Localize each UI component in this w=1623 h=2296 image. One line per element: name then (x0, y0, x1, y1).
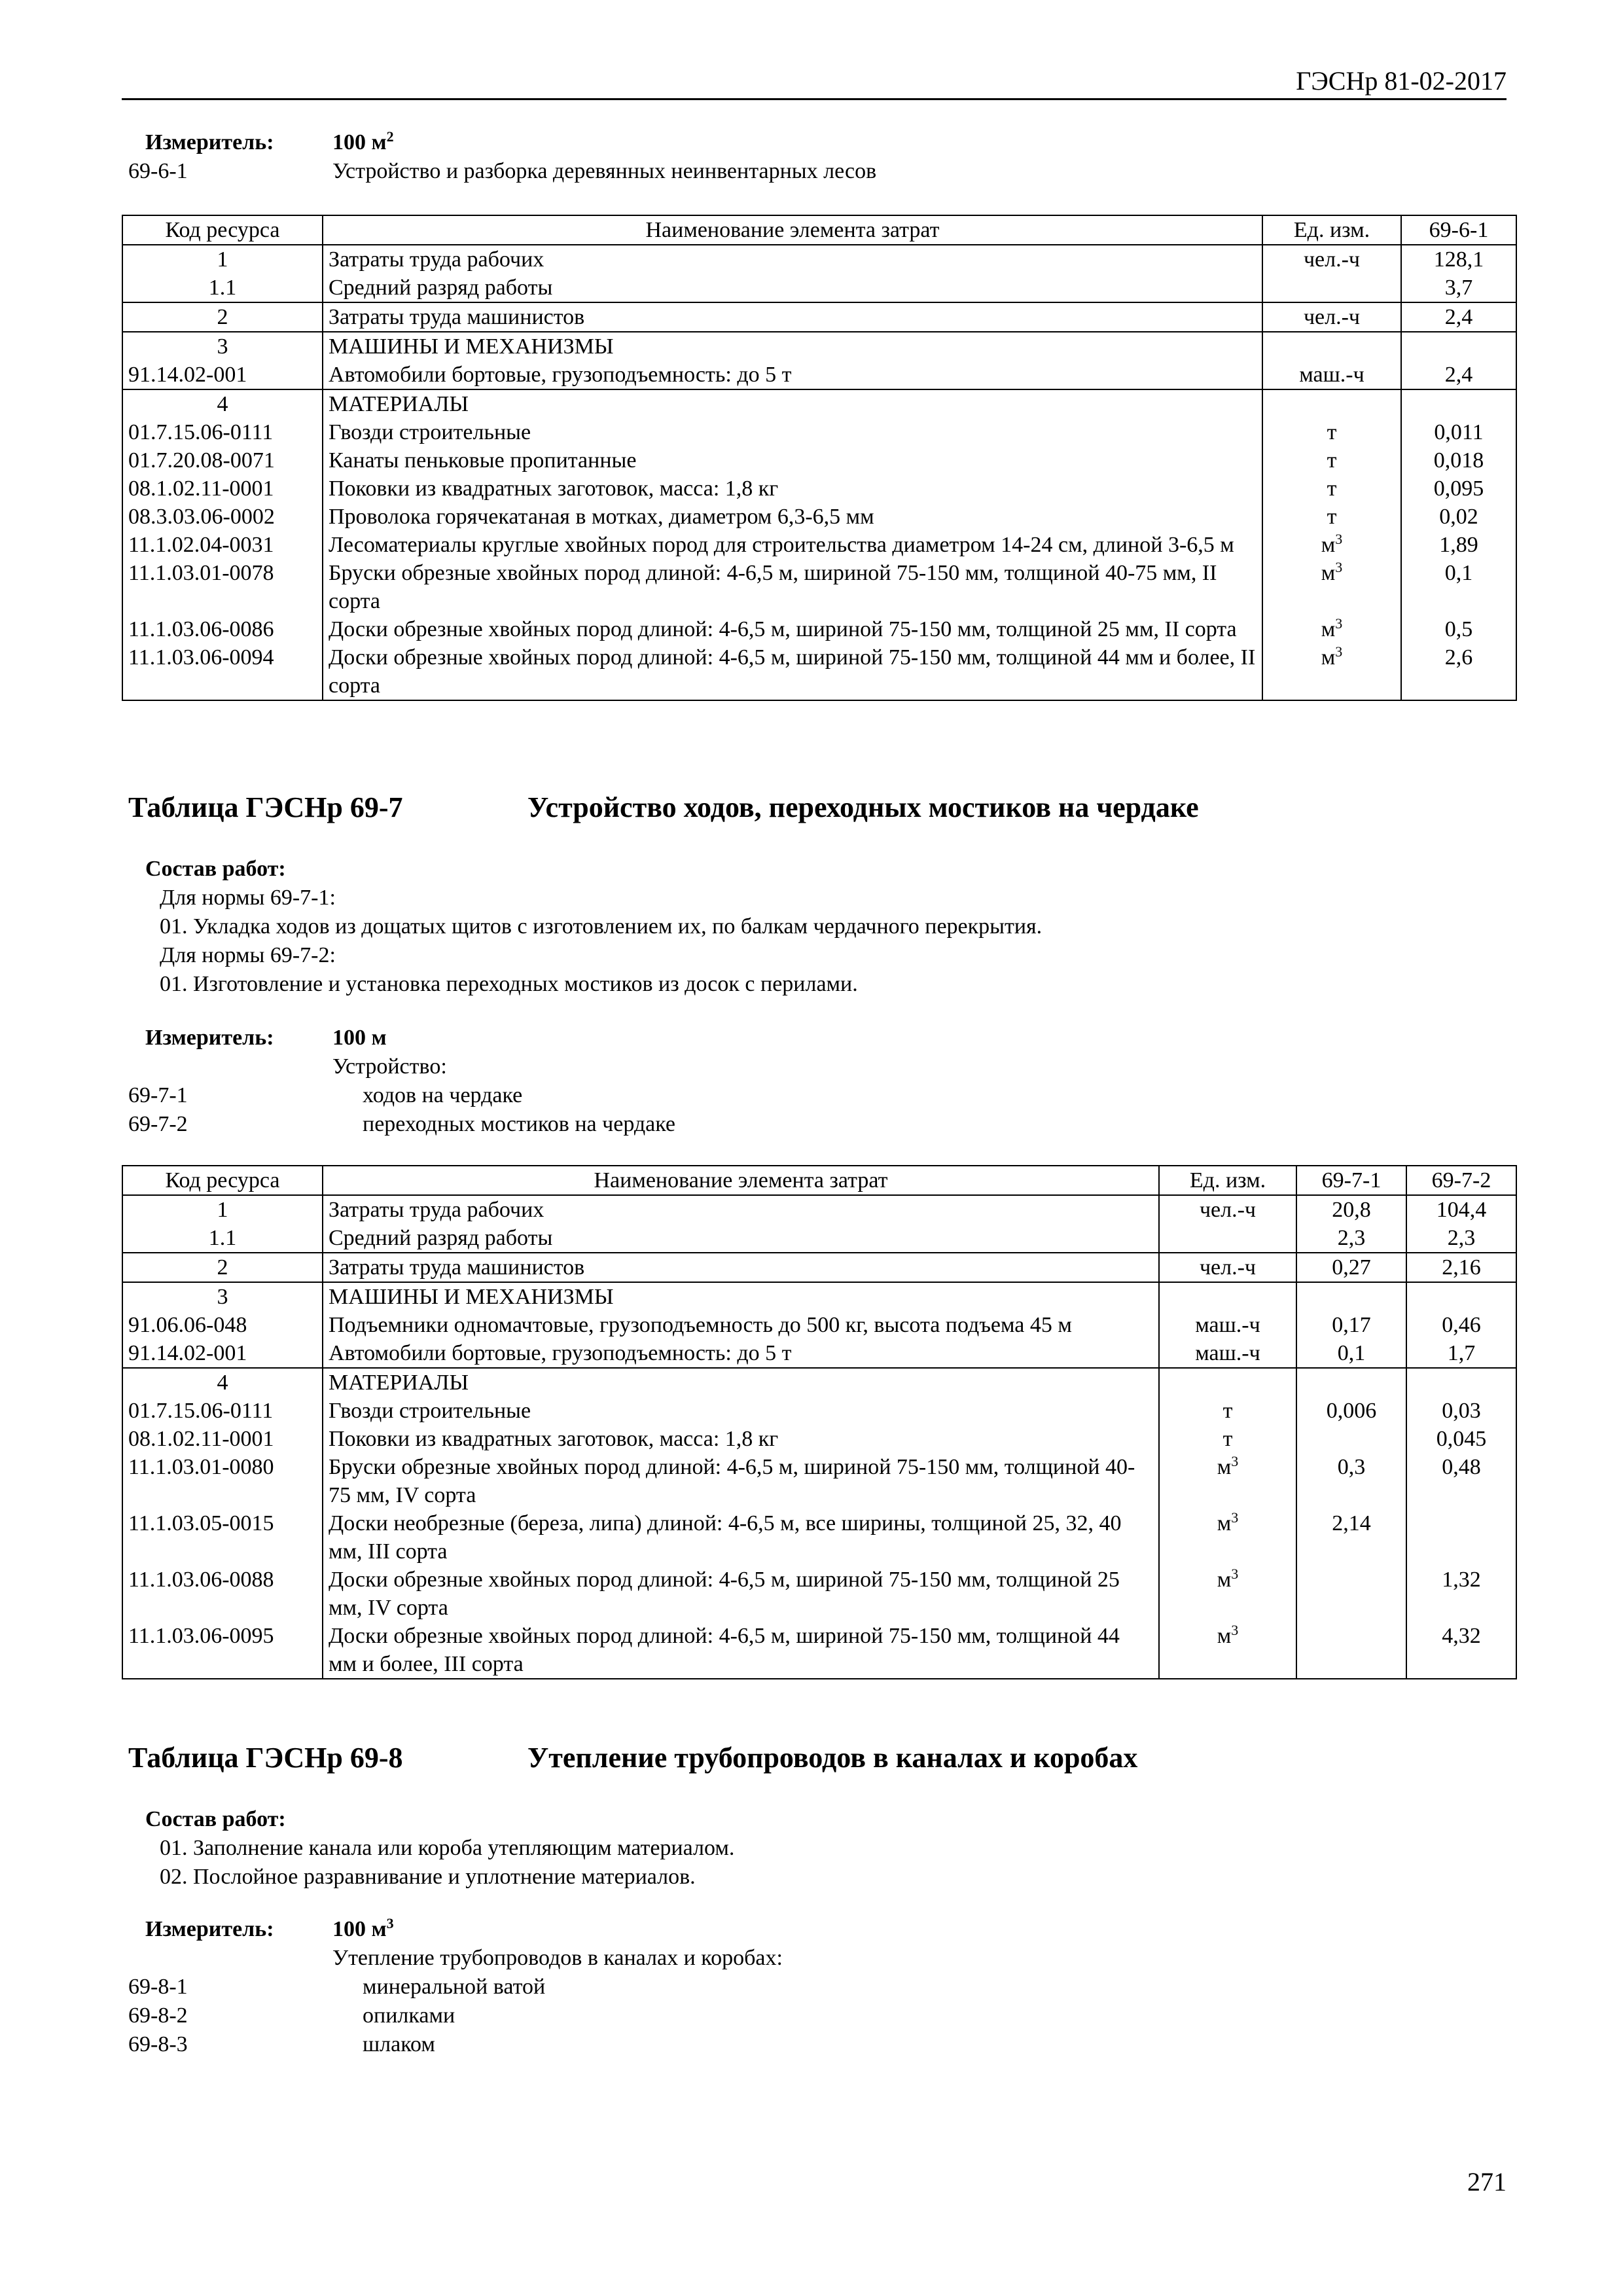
resource-code-cell: 11.1.03.06-0086 (122, 615, 323, 643)
resource-name-cell: Доски обрезные хвойных пород длиной: 4-6,5 м, шириной 75-150 мм, толщиной 25 мм, IV сорта (323, 1566, 1159, 1622)
composition-line: Для нормы 69-7-1: (160, 886, 336, 910)
unit-cell: т (1262, 475, 1401, 503)
resource-code-cell: 91.14.02-001 (122, 1339, 323, 1368)
value-cell: 0,006 (1296, 1397, 1406, 1425)
resource-name-cell: Проволока горячекатаная в мотках, диаметром 6,3-6,5 мм (323, 503, 1262, 531)
norm-code: 69-6-1 (128, 159, 188, 183)
value-cell: 2,4 (1401, 302, 1516, 332)
resource-code-cell: 3 (122, 1282, 323, 1311)
norm-description: Устройство и разборка деревянных неинвентарных лесов (332, 159, 877, 183)
resource-code-cell: 11.1.03.01-0080 (122, 1453, 323, 1509)
work-composition-69-7 (145, 855, 1042, 999)
resource-name-cell: Затраты труда рабочих (323, 245, 1262, 274)
value-cell: 4,32 (1406, 1622, 1516, 1679)
resource-name-cell: Бруски обрезные хвойных пород длиной: 4-6,5 м, шириной 75-150 мм, толщиной 40-75 мм, IV сорта (323, 1453, 1159, 1509)
unit-cell (1159, 1224, 1296, 1253)
value-cell: 2,14 (1296, 1509, 1406, 1566)
resource-name-cell: Автомобили бортовые, грузоподъемность: до 5 т (323, 1339, 1159, 1368)
value-cell: 0,045 (1406, 1425, 1516, 1453)
table-row (122, 1397, 1516, 1425)
header-rule (122, 98, 1507, 100)
resource-code-cell: 1 (122, 245, 323, 274)
resource-table-69-7 (122, 1165, 1517, 1679)
resource-code-cell: 3 (122, 332, 323, 361)
measure-label: Измеритель: (145, 130, 274, 154)
column-header-code: Код ресурса (122, 1166, 323, 1195)
value-cell: 0,5 (1401, 615, 1516, 643)
measure-label: Измеритель: (145, 1917, 274, 1941)
work-composition-69-8 (145, 1805, 734, 1892)
unit-cell (1262, 274, 1401, 302)
resource-name-cell: Доски обрезные хвойных пород длиной: 4-6,5 м, шириной 75-150 мм, толщиной 44 мм и более, II сорта (323, 643, 1262, 700)
unit-cell: $м^3$ (1262, 615, 1401, 643)
value-cell: 2,3 (1406, 1224, 1516, 1253)
value-cell (1401, 332, 1516, 361)
resource-code-cell: 11.1.02.04-0031 (122, 531, 323, 559)
table-row (122, 475, 1516, 503)
column-header-name: Наименование элемента затрат (323, 1166, 1159, 1195)
table-row (122, 1368, 1516, 1397)
column-header-unit: Ед. изм. (1262, 215, 1401, 245)
value-cell: 3,7 (1401, 274, 1516, 302)
value-cell: 0,48 (1406, 1453, 1516, 1509)
measure-subtitle: Утепление трубопроводов в каналах и коробах: (332, 1946, 783, 1970)
norm-description: переходных мостиков на чердаке (363, 1112, 676, 1136)
table-title-code: Таблица ГЭСНр 69-7 (128, 791, 403, 823)
resource-name-cell: МАШИНЫ И МЕХАНИЗМЫ (323, 1282, 1159, 1311)
value-cell (1296, 1282, 1406, 1311)
unit-cell: маш.-ч (1262, 361, 1401, 389)
table-row (122, 503, 1516, 531)
unit-cell: маш.-ч (1159, 1339, 1296, 1368)
composition-heading: Состав работ: (145, 1807, 286, 1831)
table-row (122, 1311, 1516, 1339)
norm-description: опилками (363, 2003, 455, 2028)
column-header-unit: Ед. изм. (1159, 1166, 1296, 1195)
unit-cell: чел.-ч (1159, 1195, 1296, 1224)
unit-cell: $м^3$ (1159, 1509, 1296, 1566)
resource-code-cell: 2 (122, 1253, 323, 1282)
table-row (122, 531, 1516, 559)
value-cell: 0,011 (1401, 418, 1516, 446)
resource-code-cell: 2 (122, 302, 323, 332)
resource-code-cell: 11.1.03.06-0095 (122, 1622, 323, 1679)
unit-cell (1159, 1282, 1296, 1311)
composition-line: 02. Послойное разравнивание и уплотнение материалов. (160, 1865, 696, 1889)
resource-name-cell: Средний разряд работы (323, 274, 1262, 302)
resource-name-cell: Автомобили бортовые, грузоподъемность: до 5 т (323, 361, 1262, 389)
norm-description: ходов на чердаке (363, 1083, 523, 1107)
resource-code-cell: 11.1.03.06-0088 (122, 1566, 323, 1622)
resource-name-cell: Затраты труда машинистов (323, 1253, 1159, 1282)
unit-cell (1262, 389, 1401, 418)
resource-code-cell: 01.7.15.06-0111 (122, 418, 323, 446)
unit-cell: т (1262, 418, 1401, 446)
measure-subtitle: Устройство: (332, 1054, 447, 1079)
column-header-code: Код ресурса (122, 215, 323, 245)
resource-code-cell: 1.1 (122, 1224, 323, 1253)
column-header-norm: 69-6-1 (1401, 215, 1516, 245)
table-title-name: Утепление трубопроводов в каналах и коробах (527, 1742, 1138, 1774)
value-cell: 0,3 (1296, 1453, 1406, 1509)
resource-name-cell: Затраты труда рабочих (323, 1195, 1159, 1224)
resource-code-cell: 08.1.02.11-0001 (122, 475, 323, 503)
column-header-name: Наименование элемента затрат (323, 215, 1262, 245)
value-cell (1296, 1368, 1406, 1397)
norm-code: 69-7-2 (128, 1112, 188, 1136)
value-cell: 0,1 (1401, 559, 1516, 615)
resource-name-cell: Доски обрезные хвойных пород длиной: 4-6,5 м, шириной 75-150 мм, толщиной 44 мм и более, III сорта (323, 1622, 1159, 1679)
unit-cell: $м^3$ (1159, 1622, 1296, 1679)
value-cell: 2,6 (1401, 643, 1516, 700)
composition-line: 01. Заполнение канала или короба утепляющим материалом. (160, 1836, 735, 1860)
table-title-69-8 (128, 1741, 1138, 1774)
resource-name-cell: Средний разряд работы (323, 1224, 1159, 1253)
resource-code-cell: 1 (122, 1195, 323, 1224)
column-header-norm: 69-7-2 (1406, 1166, 1516, 1195)
unit-cell: чел.-ч (1262, 302, 1401, 332)
value-cell: 0,27 (1296, 1253, 1406, 1282)
table-row (122, 1339, 1516, 1368)
table-row (122, 643, 1516, 700)
value-cell: 0,03 (1406, 1397, 1516, 1425)
unit-cell: чел.-ч (1159, 1253, 1296, 1282)
value-cell: 0,095 (1401, 475, 1516, 503)
table-row (122, 615, 1516, 643)
table-row (122, 1453, 1516, 1509)
resource-table-69-6 (122, 215, 1517, 701)
resource-name-cell: Канаты пеньковые пропитанные (323, 446, 1262, 475)
value-cell: 1,7 (1406, 1339, 1516, 1368)
table-row (122, 1195, 1516, 1224)
resource-name-cell: Гвозди строительные (323, 1397, 1159, 1425)
unit-cell: т (1262, 446, 1401, 475)
value-cell (1401, 389, 1516, 418)
table-row (122, 1253, 1516, 1282)
norm-code: 69-8-2 (128, 2003, 188, 2028)
norm-code: 69-8-1 (128, 1975, 188, 1999)
table-row (122, 245, 1516, 274)
resource-name-cell: Бруски обрезные хвойных пород длиной: 4-6,5 м, шириной 75-150 мм, толщиной 40-75 мм, II сорта (323, 559, 1262, 615)
unit-cell: $м^3$ (1262, 559, 1401, 615)
table-row (122, 389, 1516, 418)
value-cell: 2,4 (1401, 361, 1516, 389)
unit-cell: т (1159, 1425, 1296, 1453)
resource-name-cell: Поковки из квадратных заготовок, масса: 1,8 кг (323, 475, 1262, 503)
value-cell: 0,018 (1401, 446, 1516, 475)
resource-name-cell: Поковки из квадратных заготовок, масса: 1,8 кг (323, 1425, 1159, 1453)
value-cell (1406, 1282, 1516, 1311)
resource-name-cell: Лесоматериалы круглые хвойных пород для строительства диаметром 14-24 см, длиной 3-6,5 м (323, 531, 1262, 559)
resource-code-cell: 91.06.06-048 (122, 1311, 323, 1339)
unit-cell: $м^3$ (1159, 1566, 1296, 1622)
unit-cell: т (1262, 503, 1401, 531)
table-row (122, 1622, 1516, 1679)
value-cell: 20,8 (1296, 1195, 1406, 1224)
norm-description: шлаком (363, 2032, 435, 2056)
table-row (122, 361, 1516, 389)
resource-name-cell: МАТЕРИАЛЫ (323, 1368, 1159, 1397)
resource-code-cell: 4 (122, 1368, 323, 1397)
resource-code-cell: 11.1.03.01-0078 (122, 559, 323, 615)
table-title-69-7 (128, 791, 1199, 824)
resource-name-cell: Затраты труда машинистов (323, 302, 1262, 332)
resource-name-cell: Подъемники одномачтовые, грузоподъемность до 500 кг, высота подъема 45 м (323, 1311, 1159, 1339)
table-row (122, 446, 1516, 475)
norm-code: 69-7-1 (128, 1083, 188, 1107)
table-row (122, 1282, 1516, 1311)
resource-code-cell: 4 (122, 389, 323, 418)
page-number: 271 (1467, 2167, 1507, 2197)
resource-name-cell: Доски необрезные (береза, липа) длиной: 4-6,5 м, все ширины, толщиной 25, 32, 40 мм, III сорта (323, 1509, 1159, 1566)
resource-name-cell: Гвозди строительные (323, 418, 1262, 446)
measure-value: 100 $м^3$ (332, 1915, 394, 1941)
composition-line: 01. Изготовление и установка переходных мостиков из досок с перилами. (160, 972, 858, 996)
norm-description: минеральной ватой (363, 1975, 546, 1999)
value-cell: 2,3 (1296, 1224, 1406, 1253)
value-cell: 2,16 (1406, 1253, 1516, 1282)
table-title-name: Устройство ходов, переходных мостиков на чердаке (527, 791, 1199, 823)
composition-heading: Состав работ: (145, 857, 286, 881)
resource-name-cell: МАШИНЫ И МЕХАНИЗМЫ (323, 332, 1262, 361)
value-cell: 0,1 (1296, 1339, 1406, 1368)
value-cell (1406, 1368, 1516, 1397)
unit-cell: чел.-ч (1262, 245, 1401, 274)
value-cell: 0,46 (1406, 1311, 1516, 1339)
value-cell (1296, 1425, 1406, 1453)
unit-cell (1262, 332, 1401, 361)
measure-value: 100 $м^2$ (332, 128, 394, 154)
unit-cell: $м^3$ (1262, 531, 1401, 559)
unit-cell: $м^3$ (1159, 1453, 1296, 1509)
column-header-norm: 69-7-1 (1296, 1166, 1406, 1195)
value-cell: 0,02 (1401, 503, 1516, 531)
document-code-header: ГЭСНр 81-02-2017 (1296, 66, 1507, 96)
composition-line: 01. Укладка ходов из дощатых щитов с изготовлением их, по балкам чердачного перекрытия. (160, 914, 1043, 939)
table-header-row (122, 215, 1516, 245)
value-cell: 1,32 (1406, 1566, 1516, 1622)
resource-name-cell: Доски обрезные хвойных пород длиной: 4-6,5 м, шириной 75-150 мм, толщиной 25 мм, II сорта (323, 615, 1262, 643)
unit-cell: $м^3$ (1262, 643, 1401, 700)
resource-code-cell: 11.1.03.06-0094 (122, 643, 323, 700)
resource-code-cell: 91.14.02-001 (122, 361, 323, 389)
measure-value: 100 м (332, 1026, 387, 1050)
value-cell (1296, 1566, 1406, 1622)
measure-label: Измеритель: (145, 1026, 274, 1050)
value-cell: 104,4 (1406, 1195, 1516, 1224)
table-row (122, 1509, 1516, 1566)
unit-cell: маш.-ч (1159, 1311, 1296, 1339)
composition-line: Для нормы 69-7-2: (160, 943, 336, 967)
unit-cell (1159, 1368, 1296, 1397)
table-row (122, 332, 1516, 361)
unit-cell: т (1159, 1397, 1296, 1425)
table-row (122, 302, 1516, 332)
resource-code-cell: 1.1 (122, 274, 323, 302)
value-cell: 0,17 (1296, 1311, 1406, 1339)
value-cell: 128,1 (1401, 245, 1516, 274)
resource-code-cell: 01.7.15.06-0111 (122, 1397, 323, 1425)
resource-code-cell: 11.1.03.05-0015 (122, 1509, 323, 1566)
value-cell: 1,89 (1401, 531, 1516, 559)
table-title-code: Таблица ГЭСНр 69-8 (128, 1742, 403, 1774)
table-row (122, 274, 1516, 302)
resource-code-cell: 08.1.02.11-0001 (122, 1425, 323, 1453)
table-header-row (122, 1166, 1516, 1195)
table-row (122, 559, 1516, 615)
resource-code-cell: 08.3.03.06-0002 (122, 503, 323, 531)
table-row (122, 1425, 1516, 1453)
table-row (122, 1566, 1516, 1622)
norm-code: 69-8-3 (128, 2032, 188, 2056)
resource-code-cell: 01.7.20.08-0071 (122, 446, 323, 475)
table-row (122, 418, 1516, 446)
table-row (122, 1224, 1516, 1253)
resource-name-cell: МАТЕРИАЛЫ (323, 389, 1262, 418)
value-cell (1296, 1622, 1406, 1679)
value-cell (1406, 1509, 1516, 1566)
